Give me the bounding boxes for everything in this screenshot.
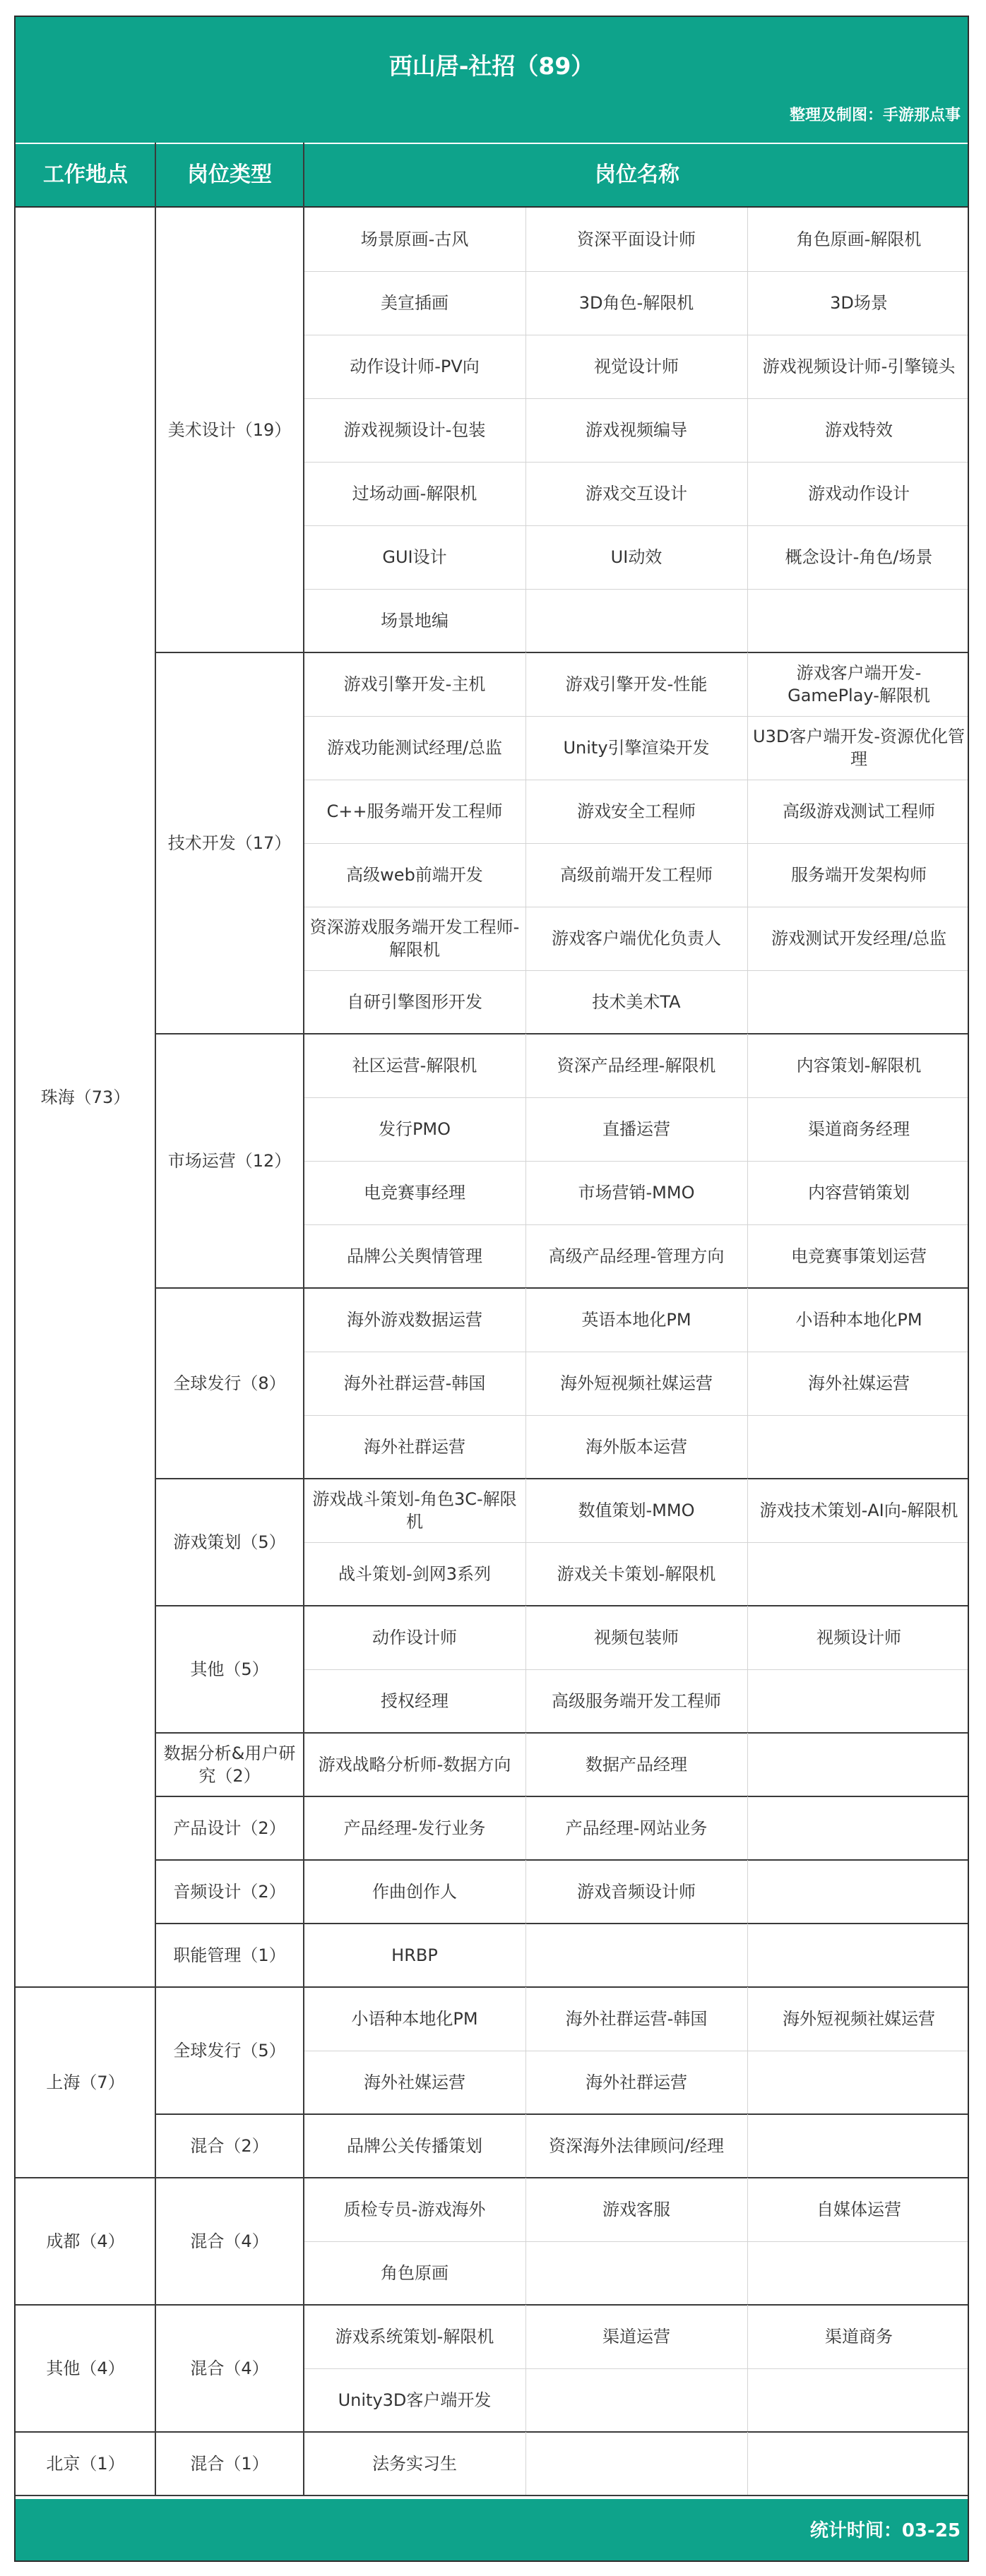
job-cell: 技术美术TA: [592, 992, 681, 1012]
group-divider: [16, 2495, 969, 2496]
category-cell: 音频设计（2）: [173, 1882, 286, 1902]
job-cell: 游戏关卡策划-解限机: [557, 1564, 716, 1584]
job-cell: 游戏动作设计: [808, 484, 910, 503]
job-cell: 内容策划-解限机: [796, 1056, 922, 1075]
job-cell: UI动效: [610, 547, 663, 567]
empty-cell: [747, 1796, 969, 1860]
row-divider: [304, 843, 969, 844]
job-cell: 产品经理-网站业务: [565, 1818, 708, 1838]
job-cell: 概念设计-角色/场景: [785, 547, 933, 567]
job-cell: 资深游戏服务端开发工程师-解限机: [309, 917, 520, 960]
job-cell: 游戏技术策划-AI向-解限机: [759, 1501, 958, 1520]
row-divider: [304, 525, 969, 526]
empty-cell: [747, 1860, 969, 1924]
empty-cell: [747, 1415, 969, 1479]
location-cell: 上海（7）: [46, 2073, 125, 2092]
job-cell: 服务端开发架构师: [791, 865, 927, 885]
job-cell: 自媒体运营: [816, 2200, 901, 2219]
job-cell: 游戏交互设计: [586, 484, 687, 503]
row-divider: [304, 1097, 969, 1098]
header-location: 工作地点: [43, 162, 128, 187]
job-cell: 游戏测试开发经理/总监: [771, 929, 947, 948]
category-cell: 游戏策划（5）: [173, 1532, 286, 1552]
empty-cell: [747, 2432, 969, 2496]
job-listing-sheet: [14, 16, 969, 2562]
job-cell: 过场动画-解限机: [352, 484, 477, 503]
job-cell: GUI设计: [382, 547, 447, 567]
empty-cell: [747, 2368, 969, 2432]
job-cell: 资深海外法律顾问/经理: [548, 2136, 725, 2156]
empty-cell: [525, 1924, 747, 1987]
empty-cell: [747, 589, 969, 652]
job-cell: 海外游戏数据运营: [347, 1310, 482, 1330]
empty-cell: [747, 970, 969, 1034]
job-cell: 发行PMO: [378, 1119, 451, 1139]
job-cell: 海外社媒运营: [808, 1373, 910, 1393]
category-cell: 产品设计（2）: [173, 1818, 286, 1838]
column-divider: [155, 143, 156, 2496]
job-cell: 海外社媒运营: [364, 2073, 465, 2092]
job-cell: 直播运营: [602, 1119, 670, 1139]
job-cell: Unity引擎渲染开发: [563, 738, 710, 758]
job-cell: 游戏引擎开发-主机: [343, 674, 486, 694]
credit-text: 整理及制图：手游那点事: [789, 107, 961, 124]
job-cell: 游戏音频设计师: [577, 1882, 696, 1902]
job-cell: 海外短视频社媒运营: [783, 2009, 935, 2029]
header-category: 岗位类型: [187, 162, 272, 187]
job-cell: 高级web前端开发: [346, 865, 483, 885]
job-cell: 数值策划-MMO: [578, 1501, 695, 1520]
job-cell: 社区运营-解限机: [352, 1056, 477, 1075]
job-cell: 市场营销-MMO: [578, 1183, 695, 1203]
empty-cell: [747, 2051, 969, 2114]
category-cell: 数据分析&用户研究（2）: [163, 1743, 296, 1786]
row-divider: [304, 1542, 969, 1543]
location-cell: 珠海（73）: [40, 1087, 131, 1107]
category-cell: 技术开发（17）: [167, 833, 292, 853]
empty-cell: [525, 2368, 747, 2432]
job-cell: 渠道商务经理: [808, 1119, 910, 1139]
location-cell: 北京（1）: [46, 2454, 125, 2474]
job-cell: 法务实习生: [372, 2454, 457, 2474]
row-divider: [304, 1669, 969, 1670]
job-cell: 渠道运营: [602, 2327, 670, 2347]
location-cell: 成都（4）: [46, 2231, 125, 2251]
job-cell: 质检专员-游戏海外: [343, 2200, 486, 2219]
empty-cell: [747, 1733, 969, 1796]
job-cell: 渠道商务: [825, 2327, 893, 2347]
job-cell: 小语种本地化PM: [351, 2009, 478, 2029]
page-title: 西山居-社招（89）: [388, 52, 595, 80]
job-cell: 内容营销策划: [808, 1183, 910, 1203]
job-cell: 游戏功能测试经理/总监: [326, 738, 503, 758]
job-cell: 资深平面设计师: [577, 229, 696, 249]
job-cell: 3D场景: [830, 293, 888, 313]
job-cell: 电竞赛事策划运营: [791, 1246, 927, 1266]
job-cell: 游戏战略分析师-数据方向: [318, 1755, 511, 1775]
empty-cell: [747, 1669, 969, 1733]
job-cell: 游戏客户端开发-GamePlay-解限机: [788, 663, 930, 705]
job-cell: 游戏视频设计-包装: [343, 420, 486, 440]
empty-cell: [747, 2241, 969, 2305]
job-cell: 海外社群运营: [364, 1437, 465, 1457]
job-cell: 战斗策划-剑网3系列: [338, 1564, 491, 1584]
job-cell: 电竞赛事经理: [364, 1183, 465, 1203]
empty-cell: [525, 2432, 747, 2496]
job-cell: 授权经理: [381, 1691, 449, 1711]
job-cell: 高级服务端开发工程师: [552, 1691, 721, 1711]
job-cell: 英语本地化PM: [581, 1310, 691, 1330]
job-cell: U3D客户端开发-资源优化管理: [753, 727, 965, 769]
job-cell: 视觉设计师: [594, 357, 679, 376]
job-cell: 海外社群运营: [586, 2073, 687, 2092]
empty-cell: [747, 1542, 969, 1606]
job-cell: C++服务端开发工程师: [326, 801, 503, 821]
footer-bar: [16, 2499, 968, 2562]
job-cell: 动作设计师-PV向: [350, 357, 480, 376]
category-cell: 全球发行（8）: [173, 1373, 286, 1393]
job-cell: 场景原画-古风: [360, 229, 469, 249]
row-divider: [304, 462, 969, 463]
empty-cell: [747, 2114, 969, 2178]
job-cell: 自研引擎图形开发: [347, 992, 482, 1012]
job-cell: 游戏战斗策划-角色3C-解限机: [312, 1489, 517, 1532]
category-cell: 全球发行（5）: [173, 2041, 286, 2061]
job-cell: 海外社群运营-韩国: [565, 2009, 708, 2029]
job-cell: 游戏客服: [602, 2200, 670, 2219]
category-cell: 其他（5）: [190, 1659, 269, 1679]
job-cell: 海外短视频社媒运营: [560, 1373, 713, 1393]
job-cell: 游戏特效: [825, 420, 893, 440]
job-cell: 高级产品经理-管理方向: [548, 1246, 725, 1266]
row-divider: [304, 2368, 969, 2369]
job-cell: 品牌公关传播策划: [347, 2136, 482, 2156]
job-cell: 视频包装师: [594, 1628, 679, 1647]
empty-cell: [525, 2241, 747, 2305]
header-positions: 岗位名称: [595, 162, 679, 187]
job-cell: 游戏引擎开发-性能: [565, 674, 708, 694]
job-cell: 小语种本地化PM: [795, 1310, 922, 1330]
job-cell: 3D角色-解限机: [578, 293, 694, 313]
category-cell: 混合（2）: [190, 2136, 269, 2156]
job-cell: 作曲创作人: [372, 1882, 457, 1902]
stat-time: 统计时间：03-25: [809, 2520, 961, 2541]
job-cell: 游戏系统策划-解限机: [335, 2327, 494, 2347]
category-cell: 混合（4）: [190, 2231, 269, 2251]
job-cell: 动作设计师: [372, 1628, 457, 1647]
job-cell: 游戏客户端优化负责人: [552, 929, 721, 948]
job-cell: 海外社群运营-韩国: [343, 1373, 486, 1393]
job-cell: 品牌公关舆情管理: [347, 1246, 482, 1266]
column-divider: [303, 143, 304, 2496]
row-divider: [304, 2241, 969, 2242]
job-cell: 美宣插画: [381, 293, 449, 313]
empty-cell: [747, 1924, 969, 1987]
job-cell: 产品经理-发行业务: [343, 1818, 486, 1838]
category-cell: 美术设计（19）: [167, 420, 292, 440]
job-cell: HRBP: [391, 1945, 438, 1965]
category-cell: 市场运营（12）: [167, 1151, 292, 1171]
job-cell: 游戏视频设计师-引擎镜头: [762, 357, 956, 376]
job-cell: 海外版本运营: [586, 1437, 687, 1457]
category-cell: 混合（1）: [190, 2454, 269, 2474]
location-cell: 其他（4）: [46, 2359, 125, 2378]
row-divider: [304, 1224, 969, 1225]
job-cell: Unity3D客户端开发: [338, 2390, 492, 2410]
row-divider: [304, 398, 969, 399]
job-cell: 视频设计师: [816, 1628, 901, 1647]
job-cell: 角色原画-解限机: [796, 229, 922, 249]
job-cell: 游戏安全工程师: [577, 801, 696, 821]
row-divider: [304, 589, 969, 590]
job-table: [16, 17, 968, 2560]
job-cell: 场景地编: [381, 611, 449, 631]
job-cell: 游戏视频编导: [586, 420, 687, 440]
row-divider: [304, 271, 969, 272]
category-cell: 混合（4）: [190, 2359, 269, 2378]
job-cell: 资深产品经理-解限机: [557, 1056, 716, 1075]
job-cell: 高级游戏测试工程师: [783, 801, 935, 821]
job-cell: 角色原画: [381, 2263, 449, 2283]
job-cell: 数据产品经理: [586, 1755, 687, 1775]
row-divider: [304, 1415, 969, 1416]
job-cell: 高级前端开发工程师: [560, 865, 713, 885]
empty-cell: [525, 589, 747, 652]
row-divider: [304, 716, 969, 717]
row-divider: [304, 1161, 969, 1162]
category-cell: 职能管理（1）: [173, 1945, 286, 1965]
row-divider: [304, 970, 969, 971]
